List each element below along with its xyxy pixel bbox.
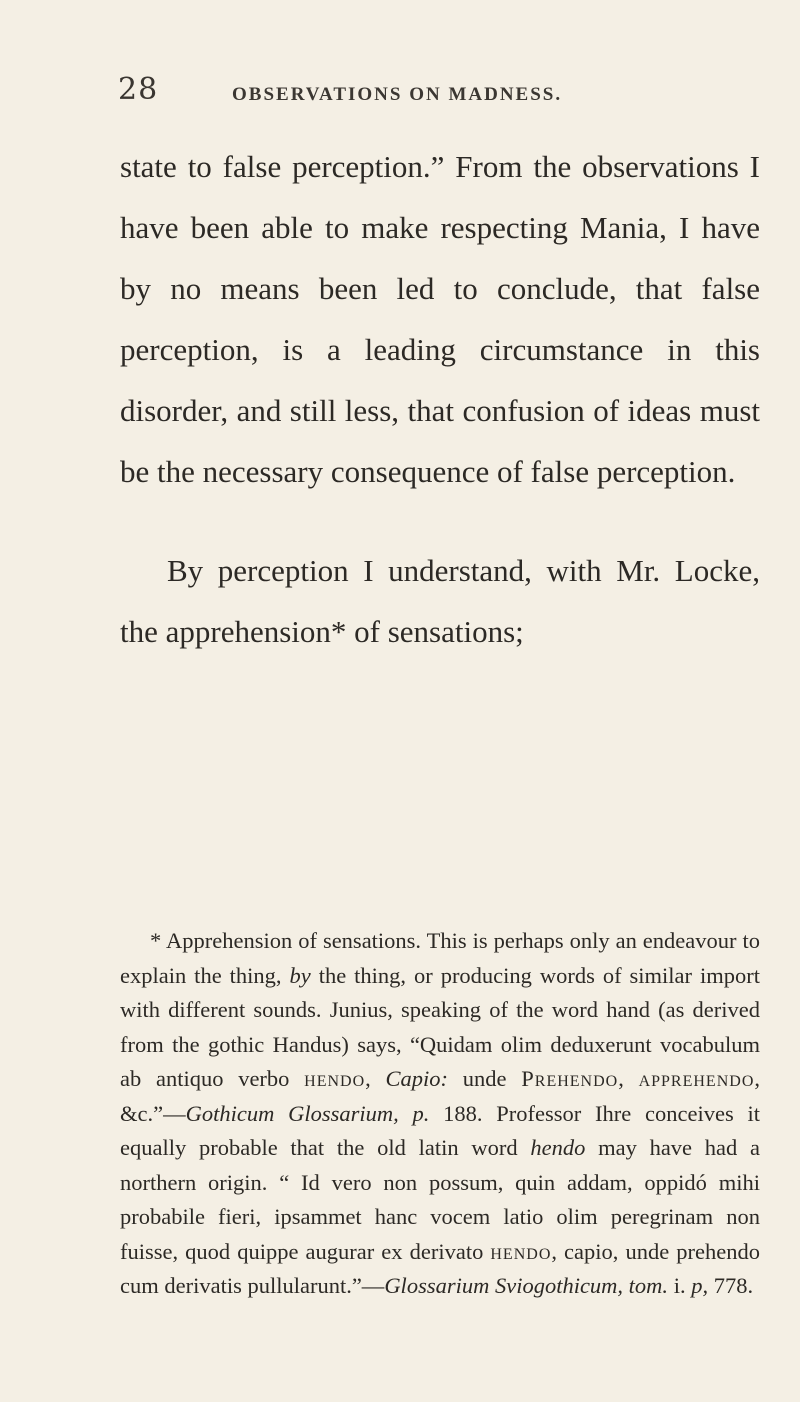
footnote-text-run: , [365, 1066, 386, 1091]
main-text [120, 136, 760, 662]
footnote-text [120, 924, 760, 1304]
footnote-text-run: * Apprehension of sensations. This is perhaps only an endeavour to explain the thing, [120, 928, 760, 988]
footnote-smallcaps-run: hendo [490, 1238, 552, 1264]
footnote [120, 924, 760, 1304]
footnote-citation-run: Glossarium Sviogothicum, tom. [384, 1273, 669, 1298]
paragraph-perception: By perception I understand, with Mr. Locke, the apprehension* of sensations; [120, 553, 760, 649]
footnote-italic-run: p, [691, 1273, 709, 1298]
footnote-text-run: 778. [708, 1273, 754, 1298]
footnote-citation-run: Gothicum Glossarium, p. [185, 1100, 430, 1126]
footnote-smallcaps-run: apprehendo [638, 1066, 755, 1091]
footnote-text-run: , &c.”— [120, 1066, 760, 1126]
footnote-text-run: i. [668, 1273, 692, 1298]
footnote-smallcaps-run: hendo [304, 1066, 366, 1091]
footnote-text-run: the thing, or producing words of similar import with different sounds. Junius, speaking of the word hand (as derived from the gothic Handus) says, “Quidam olim deduxerunt vocabulum ab antiquo verbo [120, 962, 760, 1091]
footnote-text-run: , [618, 1066, 639, 1091]
footnote-italic-run: hendo [530, 1135, 586, 1160]
footnote-italic-run: Capio: [385, 1066, 449, 1091]
footnote-italic-run: by [289, 962, 311, 988]
running-title: OBSERVATIONS ON MADNESS. [232, 84, 563, 105]
footnote-text-run: unde [448, 1066, 522, 1091]
page-number: 28 [118, 72, 159, 107]
paragraph-continuation: state to false perception.” From the observations I have been able to make respecting Mania, I have by no means been led to conclude, that false perception, is a leading circumstance in this disorder, and still less, that confusion of ideas must be the necessary consequence of false perception. [120, 149, 760, 489]
footnote-text-run: , capio, unde prehendo cum derivatis pullularunt.”— [120, 1238, 760, 1298]
footnote-smallcaps-run: Prehendo [521, 1066, 619, 1091]
footnote-text-run: 188. Professor Ihre conceives it equally probable that the old latin word [120, 1100, 760, 1160]
running-head [118, 72, 758, 112]
footnote-text-run: may have had a northern origin. “ Id vero non possum, quin addam, oppidó mihi probabile fieri, ipsammet hanc vocem latio olim peregrinam non fuisse, quod quippe augurar ex derivato [120, 1135, 760, 1264]
